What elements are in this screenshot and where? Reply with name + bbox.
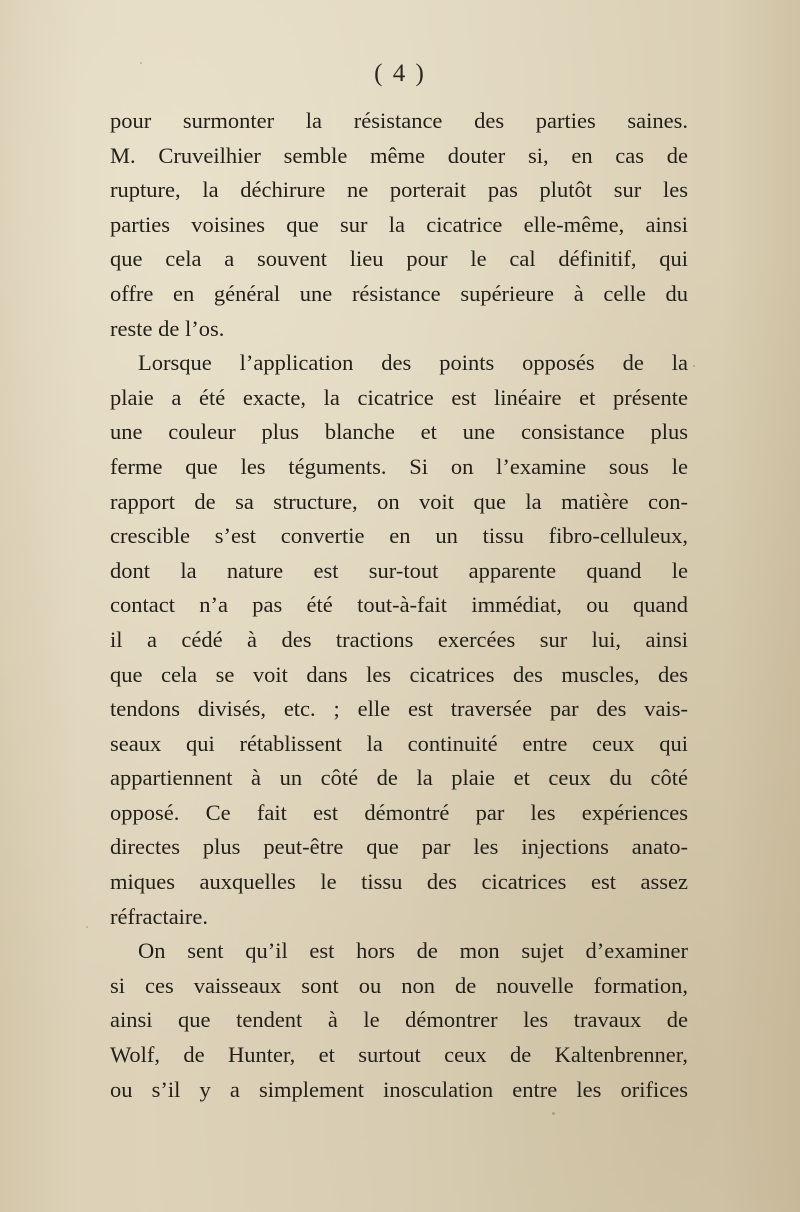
text-line: pour surmonter la résistance des parties saines. [110,108,688,133]
text-line: crescible s’est convertie en un tissu fibro-celluleux, [110,523,688,549]
text-line: Lorsque l’application des points opposés de la [138,350,688,376]
text-line: reste de l’os. [110,315,225,341]
text-line: si ces vaisseaux sont ou non de nouvelle formation, [110,972,688,998]
text-line: M. Cruveilhier semble même douter si, en cas de [110,142,688,168]
text-line: contact n’a pas été tout-à-fait immédiat, ou quand [110,592,688,618]
text-line: plaie a été exacte, la cicatrice est linéaire et présente [110,384,688,410]
page-number: ( 4 ) [374,60,426,87]
text-line: ainsi que tendent à le démontrer les travaux de [110,1007,688,1033]
text-line: On sent qu’il est hors de mon sujet d’examiner [138,938,688,964]
text-line: que cela a souvent lieu pour le cal définitif, qui [110,246,688,272]
text-line: ferme que les téguments. Si on l’examine sous le [110,453,688,479]
text-line: offre en général une résistance supérieure à celle du [110,280,688,306]
text-line: il a cédé à des tractions exercées sur lui, ainsi [110,626,688,652]
text-line: ou s’il y a simplement inosculation entre les orifices [110,1076,688,1102]
body-text [110,104,688,1107]
paragraph-3 [110,934,688,1107]
text-line: que cela se voit dans les cicatrices des muscles, des [110,661,688,687]
paper-speck [693,365,695,367]
paper-speck [140,62,142,64]
text-line: tendons divisés, etc. ; elle est traversée par des vais- [110,696,688,722]
paper-speck [86,926,88,928]
text-line: dont la nature est sur-tout apparente quand le [110,557,688,583]
paper-speck [552,1112,555,1115]
paragraph-1 [110,104,688,346]
paragraph-2 [110,346,688,934]
text-line: seaux qui rétablissent la continuité entre ceux qui [110,730,688,756]
text-line: réfractaire. [110,903,209,929]
text-line: parties voisines que sur la cicatrice elle-même, ainsi [110,211,688,237]
text-line: rupture, la déchirure ne porterait pas plutôt sur les [110,177,688,203]
text-line: rapport de sa structure, on voit que la matière con- [110,488,688,514]
text-line: directes plus peut-être que par les injections anato- [110,834,688,860]
paper-speck [472,472,474,474]
text-line: une couleur plus blanche et une consistance plus [110,419,688,445]
text-line: Wolf, de Hunter, et surtout ceux de Kaltenbrenner, [110,1042,688,1068]
text-line: appartiennent à un côté de la plaie et ceux du côté [110,765,688,791]
text-line: opposé. Ce fait est démontré par les expériences [110,799,688,825]
text-line: miques auxquelles le tissu des cicatrices est assez [110,869,688,895]
